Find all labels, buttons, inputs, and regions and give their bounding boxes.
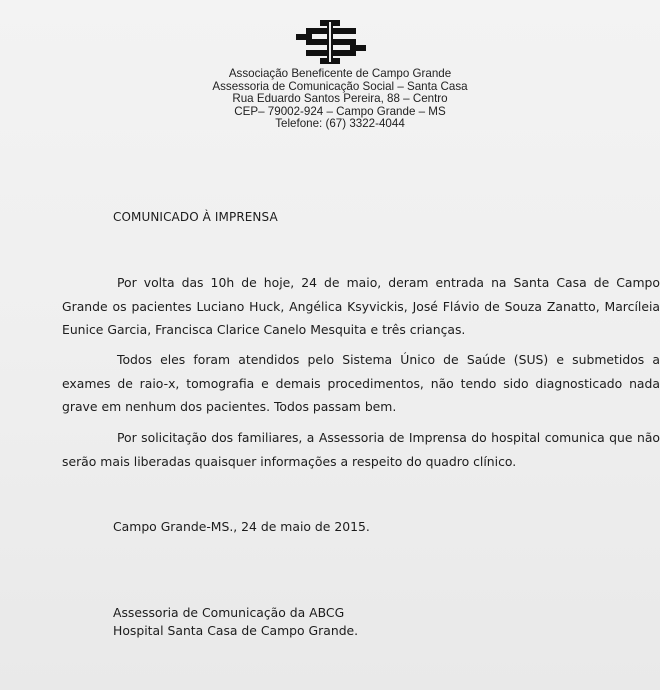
letterhead-address: Rua Eduardo Santos Pereira, 88 – Centro — [232, 92, 448, 105]
letterhead-postal-code: CEP– 79002-924 – Campo Grande – MS — [234, 104, 446, 118]
santa-casa-logo-icon — [296, 20, 366, 64]
letterhead-organization: Associação Beneficente de Campo Grande — [228, 67, 452, 80]
document-heading: COMUNICADO À IMPRENSA — [113, 210, 278, 224]
date-line: Campo Grande-MS., 24 de maio de 2015. — [113, 519, 370, 534]
signature-line-2: Hospital Santa Casa de Campo Grande. — [113, 623, 359, 638]
paragraph-3: Por solicitação dos familiares, a Assessoria de Imprensa do hospital comunica que não serão mais liberadas quaisquer informações a respeito do quadro clínico. — [62, 430, 660, 469]
letterhead — [190, 68, 490, 131]
paragraph-2: Todos eles foram atendidos pelo Sistema Único de Saúde (SUS) e submetidos a exames de raio-x, tomografia e demais procedimentos, não tendo sido diagnosticado nada grave em nenhum dos pacientes. Todos passam bem. — [62, 352, 660, 414]
letterhead-phone: Telefone: (67) 3322-4044 — [275, 117, 405, 130]
signature-line-1: Assessoria de Comunicação da ABCG — [113, 605, 345, 620]
signature-block — [113, 604, 358, 640]
letterhead-department: Assessoria de Comunicação Social – Santa Casa — [212, 79, 468, 93]
paragraph-1: Por volta das 10h de hoje, 24 de maio, deram entrada na Santa Casa de Campo Grande os pacientes Luciano Huck, Angélica Ksyvickis, José Flávio de Souza Zanatto, Marcíleia Eunice Garcia, Francisca Clarice Canelo Mesquita e três crianças. — [62, 275, 660, 337]
